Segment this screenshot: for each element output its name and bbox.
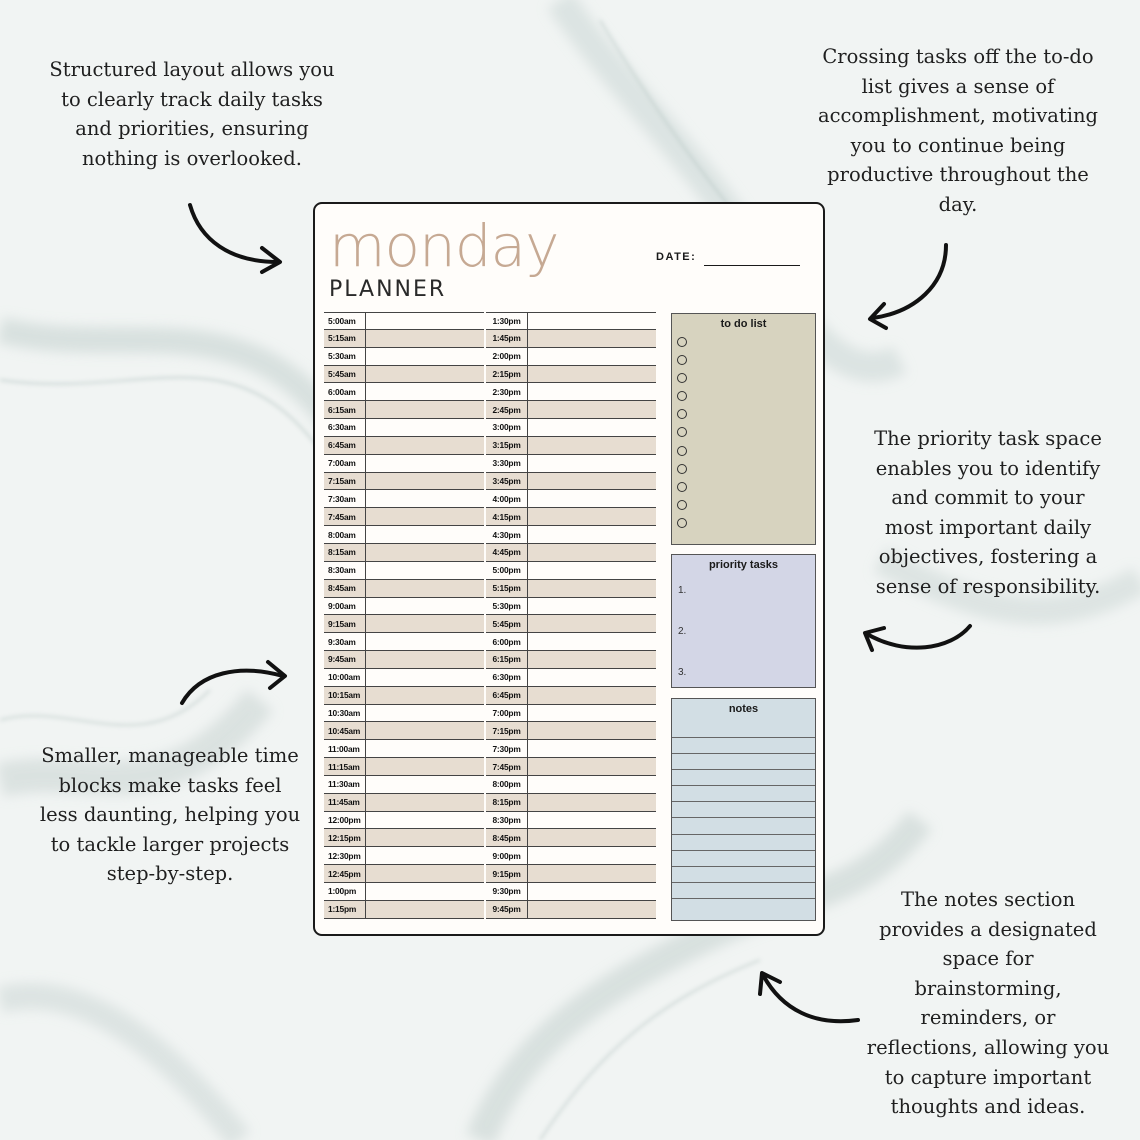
time-slot-entry[interactable] xyxy=(366,633,484,650)
time-slot-entry[interactable] xyxy=(528,776,656,793)
notes-lines xyxy=(672,737,815,914)
caption-line: you to continue being xyxy=(850,133,1066,157)
todo-checkbox[interactable] xyxy=(677,373,687,383)
time-slot-entry[interactable] xyxy=(528,383,656,400)
caption-line: space for xyxy=(942,947,1034,971)
time-label: 8:30pm xyxy=(486,812,528,829)
time-slot[interactable] xyxy=(486,473,656,491)
time-label: 8:15am xyxy=(324,544,366,561)
time-slot[interactable] xyxy=(486,508,656,526)
time-slot[interactable] xyxy=(486,580,656,598)
notes-line[interactable] xyxy=(672,785,815,801)
caption-line: day. xyxy=(938,192,978,216)
time-slot-entry[interactable] xyxy=(366,740,484,757)
time-slot-entry[interactable] xyxy=(528,419,656,436)
time-label: 9:15pm xyxy=(486,865,528,882)
notes-line[interactable] xyxy=(672,898,815,914)
priority-item: 1. xyxy=(678,585,687,596)
caption-line: less daunting, helping you xyxy=(39,803,301,827)
time-slot[interactable] xyxy=(486,865,656,883)
time-slot-entry[interactable] xyxy=(528,508,656,525)
caption-line: The priority task space xyxy=(874,427,1102,450)
notes-line[interactable] xyxy=(672,801,815,817)
caption-line: to capture important xyxy=(884,1065,1092,1089)
caption-structured-layout xyxy=(12,55,372,173)
priority-tasks-box xyxy=(671,554,816,688)
time-slot[interactable] xyxy=(324,794,484,812)
planner-subtitle: PLANNER xyxy=(329,277,447,302)
caption-line: productive throughout the xyxy=(827,163,1089,187)
time-slot[interactable] xyxy=(486,722,656,740)
time-label: 2:30pm xyxy=(486,383,528,400)
time-label: 11:15am xyxy=(324,758,366,775)
caption-line: objectives, fostering a xyxy=(878,545,1098,569)
time-label: 8:15pm xyxy=(486,794,528,811)
time-label: 12:15pm xyxy=(324,829,366,846)
time-label: 9:45pm xyxy=(486,901,528,918)
time-label: 7:30am xyxy=(324,490,366,507)
caption-line: blocks make tasks feel xyxy=(58,773,282,797)
time-slot[interactable] xyxy=(324,401,484,419)
time-label: 6:15am xyxy=(324,401,366,418)
time-slot[interactable] xyxy=(486,348,656,366)
time-slot[interactable] xyxy=(324,562,484,580)
time-slot[interactable] xyxy=(486,366,656,384)
time-slot-entry[interactable] xyxy=(528,758,656,775)
time-slot[interactable] xyxy=(324,687,484,705)
time-slot-entry[interactable] xyxy=(528,526,656,543)
time-label: 10:45am xyxy=(324,722,366,739)
time-slot-entry[interactable] xyxy=(528,455,656,472)
time-slot[interactable] xyxy=(486,705,656,723)
time-slot[interactable] xyxy=(324,865,484,883)
time-slot[interactable] xyxy=(324,651,484,669)
time-slot-entry[interactable] xyxy=(528,473,656,490)
time-label: 6:45am xyxy=(324,437,366,454)
time-slot-entry[interactable] xyxy=(528,330,656,347)
time-slot[interactable] xyxy=(324,330,484,348)
time-slot-entry[interactable] xyxy=(528,829,656,846)
time-label: 7:15pm xyxy=(486,722,528,739)
time-slot-entry[interactable] xyxy=(528,740,656,757)
time-slot[interactable] xyxy=(486,829,656,847)
time-slot[interactable] xyxy=(324,419,484,437)
time-slot[interactable] xyxy=(324,615,484,633)
time-slot[interactable] xyxy=(324,776,484,794)
time-slot[interactable] xyxy=(486,526,656,544)
time-label: 8:00pm xyxy=(486,776,528,793)
caption-line: thoughts and ideas. xyxy=(890,1095,1086,1119)
time-slot[interactable] xyxy=(486,615,656,633)
time-slot-entry[interactable] xyxy=(366,419,484,436)
time-slot-entry[interactable] xyxy=(528,865,656,882)
time-label: 6:45pm xyxy=(486,687,528,704)
time-slot-entry[interactable] xyxy=(528,598,656,615)
time-slot[interactable] xyxy=(324,544,484,562)
time-label: 9:15am xyxy=(324,615,366,632)
time-label: 9:30am xyxy=(324,633,366,650)
time-slot-entry[interactable] xyxy=(366,437,484,454)
priority-item: 3. xyxy=(678,667,687,678)
time-slot-entry[interactable] xyxy=(528,794,656,811)
time-label: 8:45pm xyxy=(486,829,528,846)
time-slot-entry[interactable] xyxy=(528,651,656,668)
notes-line[interactable] xyxy=(672,737,815,753)
todo-checkbox[interactable] xyxy=(677,446,687,456)
time-slot[interactable] xyxy=(486,758,656,776)
time-label: 5:15am xyxy=(324,330,366,347)
time-slot[interactable] xyxy=(486,847,656,865)
notes-title: notes xyxy=(728,703,759,715)
time-slot[interactable] xyxy=(324,758,484,776)
time-label: 7:00pm xyxy=(486,705,528,722)
time-slot[interactable] xyxy=(324,348,484,366)
time-label: 12:00pm xyxy=(324,812,366,829)
time-label: 4:00pm xyxy=(486,490,528,507)
time-slot[interactable] xyxy=(486,883,656,901)
time-slot[interactable] xyxy=(324,705,484,723)
time-slot[interactable] xyxy=(486,455,656,473)
notes-line[interactable] xyxy=(672,753,815,769)
time-label: 5:15pm xyxy=(486,580,528,597)
time-slot-entry[interactable] xyxy=(366,455,484,472)
notes-box xyxy=(671,698,816,921)
time-slot-entry[interactable] xyxy=(366,330,484,347)
time-label: 1:30pm xyxy=(486,313,528,329)
priority-tasks-title: priority tasks xyxy=(708,559,779,571)
time-slot-entry[interactable] xyxy=(528,901,656,918)
time-slot-entry[interactable] xyxy=(366,508,484,525)
time-slot-entry[interactable] xyxy=(366,383,484,400)
time-slot-entry[interactable] xyxy=(366,776,484,793)
time-slot-entry[interactable] xyxy=(366,473,484,490)
time-label: 5:00pm xyxy=(486,562,528,579)
time-slot[interactable] xyxy=(324,633,484,651)
time-label: 5:00am xyxy=(324,313,366,329)
time-slot-entry[interactable] xyxy=(366,490,484,507)
time-label: 1:15pm xyxy=(324,901,366,918)
time-label: 3:00pm xyxy=(486,419,528,436)
priority-item: 2. xyxy=(678,626,687,637)
notes-line[interactable] xyxy=(672,882,815,898)
time-label: 5:45am xyxy=(324,366,366,383)
caption-line: reflections, allowing you xyxy=(866,1035,1110,1059)
todo-checkbox[interactable] xyxy=(677,518,687,528)
time-label: 10:15am xyxy=(324,687,366,704)
time-label: 8:45am xyxy=(324,580,366,597)
time-slot-entry[interactable] xyxy=(528,669,656,686)
time-label: 12:45pm xyxy=(324,865,366,882)
time-label: 8:00am xyxy=(324,526,366,543)
time-label: 1:45pm xyxy=(486,330,528,347)
time-label: 4:30pm xyxy=(486,526,528,543)
time-label: 4:45pm xyxy=(486,544,528,561)
caption-line: accomplishment, motivating xyxy=(817,104,1099,128)
time-slot-entry[interactable] xyxy=(366,794,484,811)
time-slot-entry[interactable] xyxy=(366,758,484,775)
caption-line: to tackle larger projects xyxy=(50,832,290,856)
caption-line: nothing is overlooked. xyxy=(82,146,302,170)
time-slot-entry[interactable] xyxy=(528,687,656,704)
time-slot[interactable] xyxy=(324,473,484,491)
time-slot[interactable] xyxy=(324,508,484,526)
time-slot-entry[interactable] xyxy=(366,313,484,329)
time-slot-entry[interactable] xyxy=(366,865,484,882)
time-label: 6:15pm xyxy=(486,651,528,668)
time-slot[interactable] xyxy=(486,383,656,401)
time-slot[interactable] xyxy=(324,722,484,740)
time-slot-entry[interactable] xyxy=(528,705,656,722)
time-slot-entry[interactable] xyxy=(528,401,656,418)
time-slot-entry[interactable] xyxy=(366,544,484,561)
time-label: 7:45am xyxy=(324,508,366,525)
notes-line[interactable] xyxy=(672,866,815,882)
caption-line: list gives a sense of xyxy=(861,74,1055,98)
time-slot[interactable] xyxy=(324,455,484,473)
time-label: 7:30pm xyxy=(486,740,528,757)
time-slot[interactable] xyxy=(324,598,484,616)
time-slot-entry[interactable] xyxy=(528,437,656,454)
time-slot[interactable] xyxy=(486,687,656,705)
time-slot[interactable] xyxy=(324,901,484,919)
time-slot-entry[interactable] xyxy=(366,651,484,668)
time-label: 9:45am xyxy=(324,651,366,668)
time-slot[interactable] xyxy=(324,580,484,598)
caption-line: Smaller, manageable time xyxy=(41,744,299,767)
time-label: 11:45am xyxy=(324,794,366,811)
time-slot-entry[interactable] xyxy=(366,598,484,615)
time-label: 4:15pm xyxy=(486,508,528,525)
time-slot[interactable] xyxy=(324,526,484,544)
time-slot-entry[interactable] xyxy=(366,580,484,597)
time-label: 9:00am xyxy=(324,598,366,615)
time-slot[interactable] xyxy=(486,562,656,580)
time-slot-entry[interactable] xyxy=(528,847,656,864)
time-slot[interactable] xyxy=(486,437,656,455)
time-slot-entry[interactable] xyxy=(366,401,484,418)
caption-line: provides a designated xyxy=(879,917,1097,941)
time-slot-entry[interactable] xyxy=(366,722,484,739)
time-label: 1:00pm xyxy=(324,883,366,900)
time-slot[interactable] xyxy=(486,419,656,437)
time-label: 6:30pm xyxy=(486,669,528,686)
todo-checkboxes xyxy=(677,337,687,536)
time-slot[interactable] xyxy=(324,829,484,847)
time-label: 5:30pm xyxy=(486,598,528,615)
time-label: 9:30pm xyxy=(486,883,528,900)
time-slot-entry[interactable] xyxy=(366,812,484,829)
notes-line[interactable] xyxy=(672,834,815,850)
time-slot[interactable] xyxy=(486,598,656,616)
time-slot[interactable] xyxy=(486,740,656,758)
date-label: DATE: xyxy=(656,251,697,263)
time-slot[interactable] xyxy=(486,401,656,419)
time-label: 9:00pm xyxy=(486,847,528,864)
time-label: 11:30am xyxy=(324,776,366,793)
todo-checkbox[interactable] xyxy=(677,391,687,401)
todo-list-title: to do list xyxy=(720,318,767,330)
time-slot-entry[interactable] xyxy=(366,847,484,864)
schedule-column-afternoon xyxy=(486,312,656,919)
time-slot-entry[interactable] xyxy=(528,722,656,739)
planner-title: monday xyxy=(329,212,559,280)
time-slot-entry[interactable] xyxy=(528,490,656,507)
todo-checkbox[interactable] xyxy=(677,464,687,474)
todo-list-box xyxy=(671,313,816,545)
time-slot[interactable] xyxy=(324,669,484,687)
caption-line: Structured layout allows you xyxy=(49,58,335,81)
todo-checkbox[interactable] xyxy=(677,500,687,510)
time-slot-entry[interactable] xyxy=(528,562,656,579)
time-slot[interactable] xyxy=(324,437,484,455)
caption-priority-space xyxy=(808,424,1140,602)
time-label: 11:00am xyxy=(324,740,366,757)
time-slot[interactable] xyxy=(486,544,656,562)
time-slot[interactable] xyxy=(324,490,484,508)
time-slot[interactable] xyxy=(486,330,656,348)
time-slot[interactable] xyxy=(486,490,656,508)
time-label: 6:00pm xyxy=(486,633,528,650)
caption-notes-section xyxy=(808,885,1140,1122)
caption-line: most important daily xyxy=(884,515,1092,539)
todo-checkbox[interactable] xyxy=(677,355,687,365)
schedule-column-morning xyxy=(324,312,484,919)
time-slot[interactable] xyxy=(486,812,656,830)
caption-line: sense of responsibility. xyxy=(875,574,1101,598)
time-slot-entry[interactable] xyxy=(366,348,484,365)
time-label: 7:15am xyxy=(324,473,366,490)
time-slot-entry[interactable] xyxy=(528,883,656,900)
time-slot-entry[interactable] xyxy=(528,812,656,829)
time-slot[interactable] xyxy=(324,883,484,901)
time-slot[interactable] xyxy=(324,312,484,330)
caption-line: and commit to your xyxy=(891,486,1085,510)
time-label: 2:00pm xyxy=(486,348,528,365)
time-label: 3:15pm xyxy=(486,437,528,454)
time-label: 10:30am xyxy=(324,705,366,722)
time-slot[interactable] xyxy=(486,633,656,651)
time-slot-entry[interactable] xyxy=(366,366,484,383)
caption-line: brainstorming, xyxy=(914,976,1062,1000)
time-slot-entry[interactable] xyxy=(366,705,484,722)
time-slot-entry[interactable] xyxy=(528,580,656,597)
time-label: 7:45pm xyxy=(486,758,528,775)
time-label: 3:45pm xyxy=(486,473,528,490)
time-slot[interactable] xyxy=(486,312,656,330)
caption-line: Crossing tasks off the to-do xyxy=(822,45,1094,68)
caption-line: The notes section xyxy=(900,888,1076,911)
time-slot-entry[interactable] xyxy=(366,901,484,918)
time-slot[interactable] xyxy=(324,847,484,865)
time-slot-entry[interactable] xyxy=(366,829,484,846)
caption-line: step-by-step. xyxy=(106,862,234,886)
time-label: 12:30pm xyxy=(324,847,366,864)
time-slot-entry[interactable] xyxy=(528,366,656,383)
time-label: 3:30pm xyxy=(486,455,528,472)
time-label: 5:45pm xyxy=(486,615,528,632)
todo-checkbox[interactable] xyxy=(677,482,687,492)
time-slot[interactable] xyxy=(486,651,656,669)
caption-line: to clearly track daily tasks xyxy=(61,87,323,111)
todo-checkbox[interactable] xyxy=(677,409,687,419)
time-slot-entry[interactable] xyxy=(366,526,484,543)
caption-time-blocks xyxy=(0,741,350,889)
time-slot[interactable] xyxy=(486,901,656,919)
time-slot-entry[interactable] xyxy=(528,544,656,561)
time-slot-entry[interactable] xyxy=(528,348,656,365)
time-slot-entry[interactable] xyxy=(528,313,656,329)
todo-checkbox[interactable] xyxy=(677,427,687,437)
time-label: 10:00am xyxy=(324,669,366,686)
planner-sheet xyxy=(313,202,825,936)
time-slot[interactable] xyxy=(324,383,484,401)
caption-crossing-tasks xyxy=(778,42,1138,220)
time-slot-entry[interactable] xyxy=(366,615,484,632)
time-slot[interactable] xyxy=(486,776,656,794)
time-slot-entry[interactable] xyxy=(528,633,656,650)
time-label: 2:15pm xyxy=(486,366,528,383)
caption-line: reminders, or xyxy=(920,1006,1056,1030)
time-label: 7:00am xyxy=(324,455,366,472)
notes-line[interactable] xyxy=(672,850,815,866)
time-slot-entry[interactable] xyxy=(366,562,484,579)
caption-line: and priorities, ensuring xyxy=(75,117,309,141)
notes-line[interactable] xyxy=(672,769,815,785)
todo-checkbox[interactable] xyxy=(677,337,687,347)
time-label: 6:00am xyxy=(324,383,366,400)
time-slot[interactable] xyxy=(324,366,484,384)
time-slot[interactable] xyxy=(486,794,656,812)
time-slot[interactable] xyxy=(486,669,656,687)
time-label: 5:30am xyxy=(324,348,366,365)
time-slot-entry[interactable] xyxy=(366,883,484,900)
notes-line[interactable] xyxy=(672,817,815,833)
time-label: 8:30am xyxy=(324,562,366,579)
time-label: 6:30am xyxy=(324,419,366,436)
time-slot[interactable] xyxy=(324,740,484,758)
time-slot-entry[interactable] xyxy=(366,669,484,686)
time-slot-entry[interactable] xyxy=(528,615,656,632)
caption-line: enables you to identify xyxy=(875,456,1101,480)
date-line xyxy=(704,265,800,266)
time-slot[interactable] xyxy=(324,812,484,830)
time-slot-entry[interactable] xyxy=(366,687,484,704)
time-label: 2:45pm xyxy=(486,401,528,418)
